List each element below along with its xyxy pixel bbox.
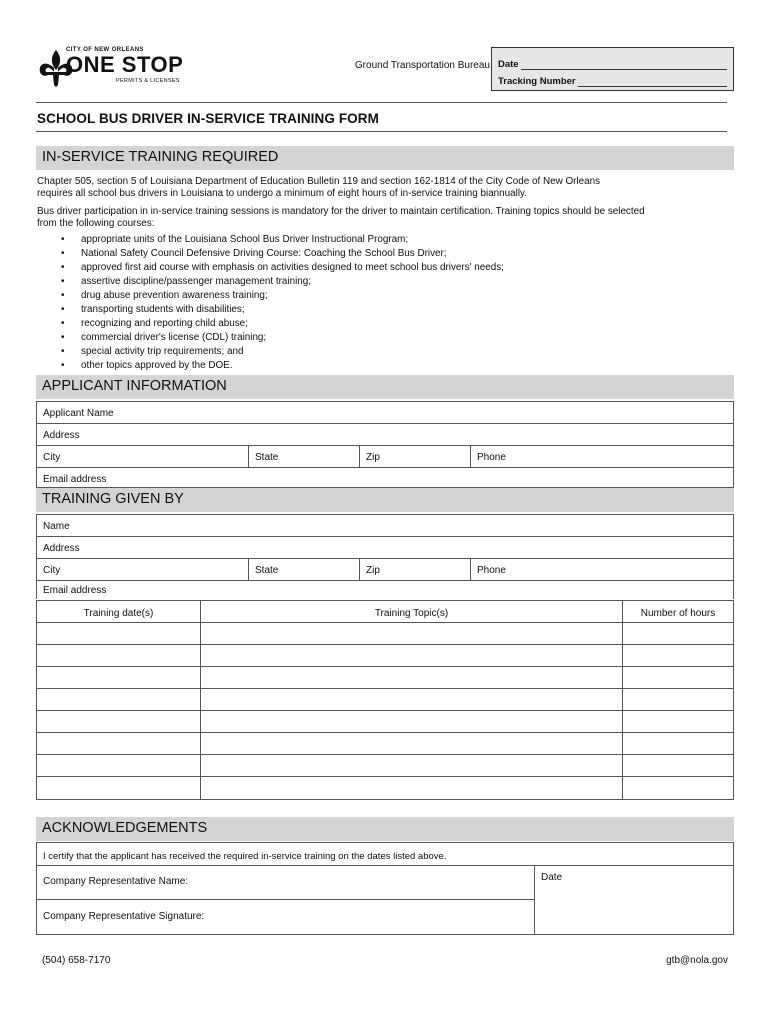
section-applicant-information: APPLICANT INFORMATION — [36, 375, 734, 399]
participation-paragraph: Bus driver participation in in-service training sessions is mandatory for the driver to maintain certification. Training topics should be selected from the following courses: — [37, 206, 645, 229]
company-rep-name-field[interactable]: Company Representative Name: — [37, 866, 534, 900]
training-log-table — [36, 600, 734, 800]
course-list — [37, 233, 734, 373]
training-date-cell[interactable] — [37, 667, 201, 688]
footer-phone: (504) 658-7170 — [42, 955, 111, 966]
applicant-phone-field[interactable]: Phone — [477, 452, 506, 463]
training-date-cell[interactable] — [37, 711, 201, 732]
column-header-training-topic: Training Topic(s) — [201, 601, 623, 622]
section-training-given-by: TRAINING GIVEN BY — [36, 488, 734, 512]
table-row — [37, 645, 733, 667]
list-item: • commercial driver's license (CDL) training; — [37, 331, 734, 345]
trainer-city-field[interactable]: City — [37, 559, 249, 580]
training-topic-cell[interactable] — [201, 755, 623, 776]
training-topic-cell[interactable] — [201, 777, 623, 799]
acknowledgement-box — [36, 842, 734, 935]
training-topic-cell[interactable] — [201, 689, 623, 710]
header-rule-bottom — [36, 131, 727, 132]
section-acknowledgements: ACKNOWLEDGEMENTS — [36, 817, 734, 841]
logo-sub-text: PERMITS & LICENSES — [116, 78, 180, 84]
table-row — [37, 623, 733, 645]
applicant-address-field[interactable]: Address — [43, 430, 80, 441]
training-date-cell[interactable] — [37, 755, 201, 776]
table-row — [37, 755, 733, 777]
trainer-zip-field[interactable]: Zip — [360, 559, 471, 580]
list-item: • assertive discipline/passenger management training; — [37, 275, 734, 289]
list-item: • approved first aid course with emphasis on activities designed to meet school bus drivers' needs; — [37, 261, 734, 275]
office-use-box — [491, 47, 734, 91]
table-row — [37, 777, 733, 799]
training-date-cell[interactable] — [37, 733, 201, 754]
training-topic-cell[interactable] — [201, 667, 623, 688]
applicant-name-field[interactable]: Applicant Name — [43, 408, 114, 419]
training-date-cell[interactable] — [37, 623, 201, 644]
applicant-email-field[interactable]: Email address — [43, 474, 107, 485]
applicant-city-field[interactable]: City — [37, 446, 249, 467]
trainer-email-field[interactable]: Email address — [43, 585, 107, 596]
list-item: • recognizing and reporting child abuse; — [37, 317, 734, 331]
training-topic-cell[interactable] — [201, 645, 623, 666]
table-row — [37, 733, 733, 755]
training-date-cell[interactable] — [37, 645, 201, 666]
trainer-state-field[interactable]: State — [249, 559, 360, 580]
training-hours-cell[interactable] — [623, 777, 733, 799]
training-hours-cell[interactable] — [623, 667, 733, 688]
training-topic-cell[interactable] — [201, 733, 623, 754]
table-header-row — [37, 601, 733, 623]
training-date-cell[interactable] — [37, 689, 201, 710]
section-training-required: IN-SERVICE TRAINING REQUIRED — [36, 146, 734, 170]
one-stop-logo — [36, 46, 186, 88]
table-row — [37, 689, 733, 711]
training-hours-cell[interactable] — [623, 755, 733, 776]
regulation-paragraph: Chapter 505, section 5 of Louisiana Department of Education Bulletin 119 and section 162-1814 of the City Code of New Orleans requires all school bus drivers in Louisiana to undergo a minimum of eight hours of in-service training biannually. — [37, 176, 601, 199]
training-hours-cell[interactable] — [623, 733, 733, 754]
trainer-address-field[interactable]: Address — [43, 543, 80, 554]
training-date-cell[interactable] — [37, 777, 201, 799]
trainer-name-field[interactable]: Name — [43, 521, 70, 532]
training-hours-cell[interactable] — [623, 711, 733, 732]
certification-statement: I certify that the applicant has received the required in-service training on the dates listed above. — [37, 843, 733, 866]
list-item: • transporting students with disabilities; — [37, 303, 734, 317]
table-row — [37, 711, 733, 733]
trainer-fields — [36, 514, 734, 599]
column-header-training-date: Training date(s) — [37, 601, 201, 622]
company-rep-signature-field[interactable]: Company Representative Signature: — [43, 911, 205, 922]
column-header-hours: Number of hours — [640, 608, 716, 619]
list-item: • other topics approved by the DOE. — [37, 359, 734, 373]
bureau-name: Ground Transportation Bureau — [354, 60, 490, 71]
list-item: • National Safety Council Defensive Driving Course: Coaching the School Bus Driver; — [37, 247, 734, 261]
applicant-zip-field[interactable]: Zip — [360, 446, 471, 467]
training-hours-cell[interactable] — [623, 689, 733, 710]
trainer-phone-field[interactable]: Phone — [477, 565, 506, 576]
acknowledgement-date-field[interactable]: Date — [541, 872, 563, 883]
training-hours-cell[interactable] — [623, 623, 733, 644]
applicant-state-field[interactable]: State — [249, 446, 360, 467]
logo-top-text: CITY OF NEW ORLEANS — [66, 47, 144, 53]
tracking-number-field[interactable] — [578, 78, 727, 87]
logo-main-text: ONE STOP — [66, 52, 184, 77]
training-topic-cell[interactable] — [201, 623, 623, 644]
form-title: SCHOOL BUS DRIVER IN-SERVICE TRAINING FORM — [37, 111, 379, 126]
tracking-number-label: Tracking Number — [498, 76, 576, 87]
header-rule-top — [36, 102, 727, 103]
table-row — [37, 667, 733, 689]
list-item: • appropriate units of the Louisiana School Bus Driver Instructional Program; — [37, 233, 734, 247]
training-hours-cell[interactable] — [623, 645, 733, 666]
list-item: • drug abuse prevention awareness training; — [37, 289, 734, 303]
date-label: Date — [498, 59, 519, 70]
date-field[interactable] — [521, 61, 727, 70]
applicant-fields — [36, 401, 734, 488]
footer-email[interactable]: gtb@nola.gov — [666, 955, 728, 966]
list-item: • special activity trip requirements; and — [37, 345, 734, 359]
training-topic-cell[interactable] — [201, 711, 623, 732]
